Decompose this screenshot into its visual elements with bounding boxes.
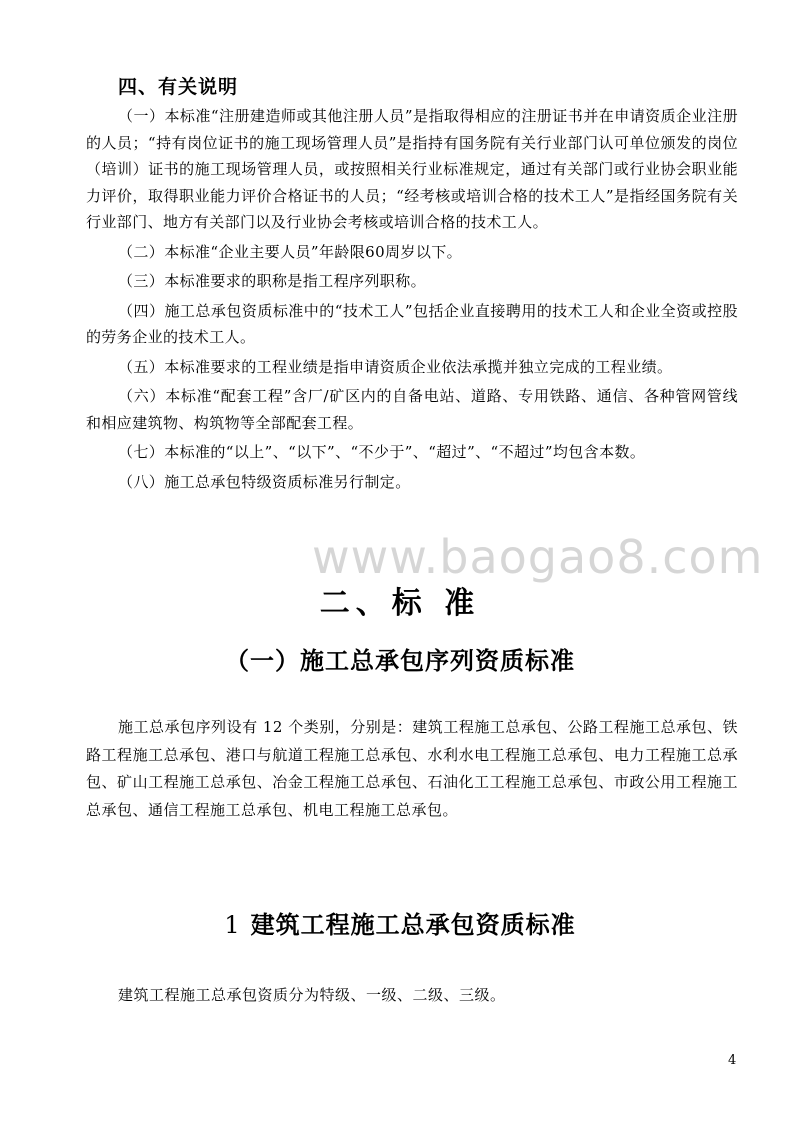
- note-paragraph-1: （一）本标准“注册建造师或其他注册人员”是指取得相应的注册证书并在申请资质企业注册的人员；“持有岗位证书的施工现场管理人员”是指持有国务院有关行业部门认可单位颁发的岗位（培训）证书的施工现场管理人员，或按照相关行业标准规定，通过有关部门或行业协会职业能力评价，取得职业能力评价合格证书的人员；“经考核或培训合格的技术工人”是指经国务院有关行业部门、地方有关部门以及行业协会考核或培训合格的技术工人。: [86, 107, 738, 231]
- page-number: 4: [728, 1053, 737, 1068]
- heading-text: 建筑工程施工总承包资质标准: [250, 911, 576, 939]
- subsection-title: （一）施工总承包序列资质标准: [225, 647, 575, 675]
- notes-list: [86, 103, 738, 498]
- grades-sentence: 建筑工程施工总承包资质分为特级、一级、二级、三级。: [118, 986, 506, 1004]
- note-paragraph-8: （八）施工总承包特级资质标准另行制定。: [118, 472, 411, 491]
- intro-paragraph: 施工总承包序列设有 12 个类别，分别是：建筑工程施工总承包、公路工程施工总承包、铁路工程施工总承包、港口与航道工程施工总承包、水利水电工程施工总承包、电力工程施工总承包、矿山工程施工总承包、冶金工程施工总承包、石油化工工程施工总承包、市政公用工程施工总承包、通信工程施工总承包、机电工程施工总承包。: [86, 718, 738, 819]
- note-paragraph-7: （七）本标准的“以上”、“以下”、“不少于”、“超过”、“不超过”均包含本数。: [118, 443, 646, 461]
- numbered-heading: [0, 905, 800, 940]
- note-paragraph-4: （四）施工总承包资质标准中的“技术工人”包括企业直接聘用的技术工人和企业全资或控股的劳务企业的技术工人。: [86, 301, 738, 346]
- note-paragraph-5: （五）本标准要求的工程业绩是指申请资质企业依法承揽并独立完成的工程业绩。: [118, 357, 673, 376]
- note-paragraph-6: （六）本标准“配套工程”含厂/矿区内的自备电站、道路、专用铁路、通信、各种管网管线和相应建筑物、构筑物等全部配套工程。: [86, 387, 738, 432]
- heading-number: 1: [224, 911, 241, 939]
- note-paragraph-2: （二）本标准“企业主要人员”年龄限60周岁以下。: [118, 242, 463, 261]
- watermark: www.baogao8.com: [312, 530, 764, 584]
- section-title: 二、标 准: [319, 586, 481, 621]
- note-paragraph-3: （三）本标准要求的职称是指工程序列职称。: [118, 272, 427, 290]
- section-four-heading: 四、有关说明: [118, 76, 239, 98]
